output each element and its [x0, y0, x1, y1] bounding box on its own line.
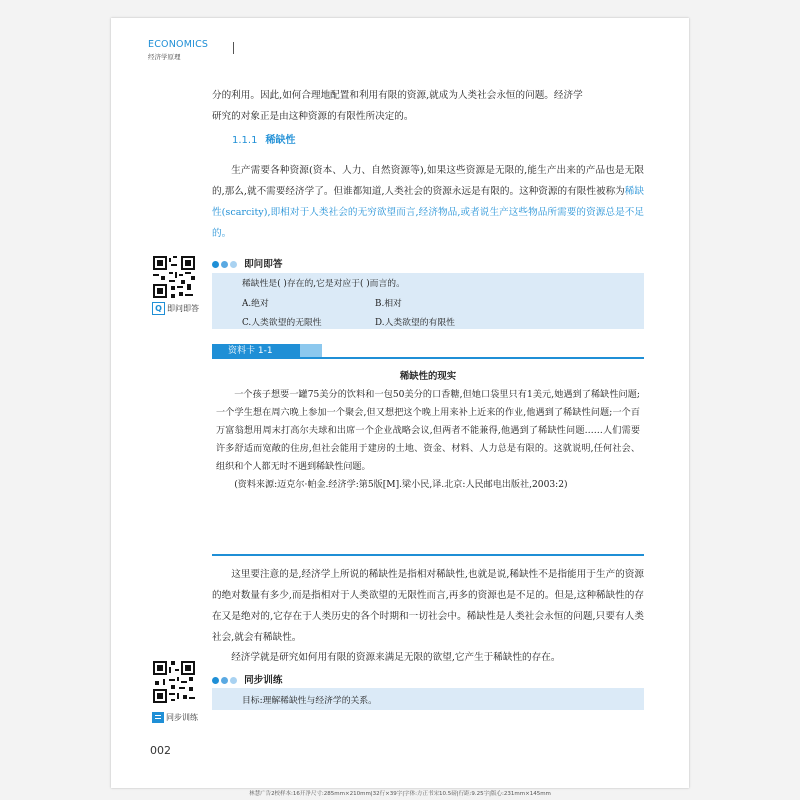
- dots-icon: [212, 669, 239, 688]
- question-icon: Q: [152, 302, 165, 315]
- card-top-rule: [212, 357, 644, 359]
- card-text: 一个孩子想要一罐75美分的饮料和一包50美分的口香糖,但她口袋里只有1美元,她遇到了稀缺性问题;一个学生想在周六晚上参加一个聚会,但又想把这个晚上用来补上近来的作业,他遇到了稀缺性问题;一个百万富翁想用周末打高尔夫球和出席一个企业战略会议,但两者不能兼得,他遇到了稀缺性问题……人们需要许多舒适而宽敞的住房,但社会能用于建房的土地、资金、材料、人力总是有限的。这就说明,任何社会、组织和个人都无时不遇到稀缺性问题。: [216, 390, 640, 472]
- header-divider: [233, 42, 234, 54]
- card-body: [216, 386, 640, 494]
- relative-scarcity-paragraph: 这里要注意的是,经济学上所说的稀缺性是指相对稀缺性,也就是说,稀缺性不是指能用于生产的资源的绝对数量有多少,而是指相对于人类欲望的无限性而言,再多的资源也是不足的。但是,这种稀缺性的存在又是绝对的,它存在于人类历史的各个时期和一切社会中。稀缺性是人类社会永恒的问题,只要有人类社会,就会有稀缺性。: [212, 569, 644, 643]
- intro-line-1: 分的利用。因此,如何合理地配置和利用有限的资源,就成为人类社会永恒的问题。经济学: [212, 90, 583, 101]
- training-goal: 目标:理解稀缺性与经济学的关系。: [242, 696, 377, 706]
- dots-icon: [212, 253, 239, 272]
- card-tab: 资料卡 1-1: [212, 344, 300, 358]
- qr-code-quick-qa[interactable]: [153, 256, 195, 298]
- scarcity-text: 生产需要各种资源(资本、人力、自然资源等),如果这些资源是无限的,能生产出来的产品也是无限的,那么,就不需要经济学了。但谁都知道,人类社会的资源永远是有限的。这种资源的有限性被称为: [212, 165, 644, 197]
- option-b[interactable]: B.相对: [375, 299, 402, 309]
- intro-line-2: 研究的对象正是由这种资源的有限性所决定的。: [212, 111, 414, 122]
- option-d[interactable]: D.人类欲望的有限性: [375, 318, 455, 328]
- card-tab-accent: [300, 344, 322, 358]
- quick-qa-question: 稀缺性是( )存在的,它是对应于( )而言的。: [242, 279, 405, 289]
- qr-label-quick-qa: Q 即问即答: [152, 302, 199, 315]
- page-number: 002: [150, 744, 171, 757]
- scarcity-definition: 稀缺性(scarcity),即相对于人类社会的无穷欲望而言,经济物品,或者说生产这些物品所需要的资源总是不足的。: [212, 186, 644, 239]
- qr-label-training: 同步训练: [152, 712, 198, 723]
- qr-code-icon: [153, 661, 195, 703]
- scarcity-paragraph: [212, 160, 644, 244]
- economics-definition-paragraph: 经济学就是研究如何用有限的资源来满足无限的欲望,它产生于稀缺性的存在。: [231, 652, 561, 663]
- option-c[interactable]: C.人类欲望的无限性: [242, 318, 322, 328]
- option-a[interactable]: A.绝对: [242, 299, 269, 309]
- card-source: (资料来源:迈克尔·帕金.经济学:第5版[M].梁小民,译.北京:人民邮电出版社,2003:2): [234, 480, 568, 490]
- header-title: ECONOMICS: [148, 39, 209, 50]
- quick-qa-title: 即问即答: [244, 259, 283, 270]
- quick-qa-heading: [212, 252, 282, 272]
- qr-code-icon: [153, 256, 195, 298]
- print-footer: 林慧广告2校样本:16开净尺寸:285mm×210mm|32行×39字|字体:方正书宋10.5磅|行距:9.25字|版心:231mm×145mm: [249, 791, 551, 797]
- qr-code-training[interactable]: [153, 661, 195, 703]
- card-title: 稀缺性的现实: [399, 371, 457, 382]
- intro-paragraph: [212, 85, 644, 127]
- header-subtitle: 经济学原理: [148, 53, 181, 61]
- training-title: 同步训练: [244, 675, 283, 686]
- section-title: 稀缺性: [265, 135, 296, 146]
- section-heading: [232, 131, 295, 146]
- section-number: 1.1.1: [232, 135, 258, 146]
- book-icon: [152, 712, 164, 723]
- training-heading: [212, 668, 282, 688]
